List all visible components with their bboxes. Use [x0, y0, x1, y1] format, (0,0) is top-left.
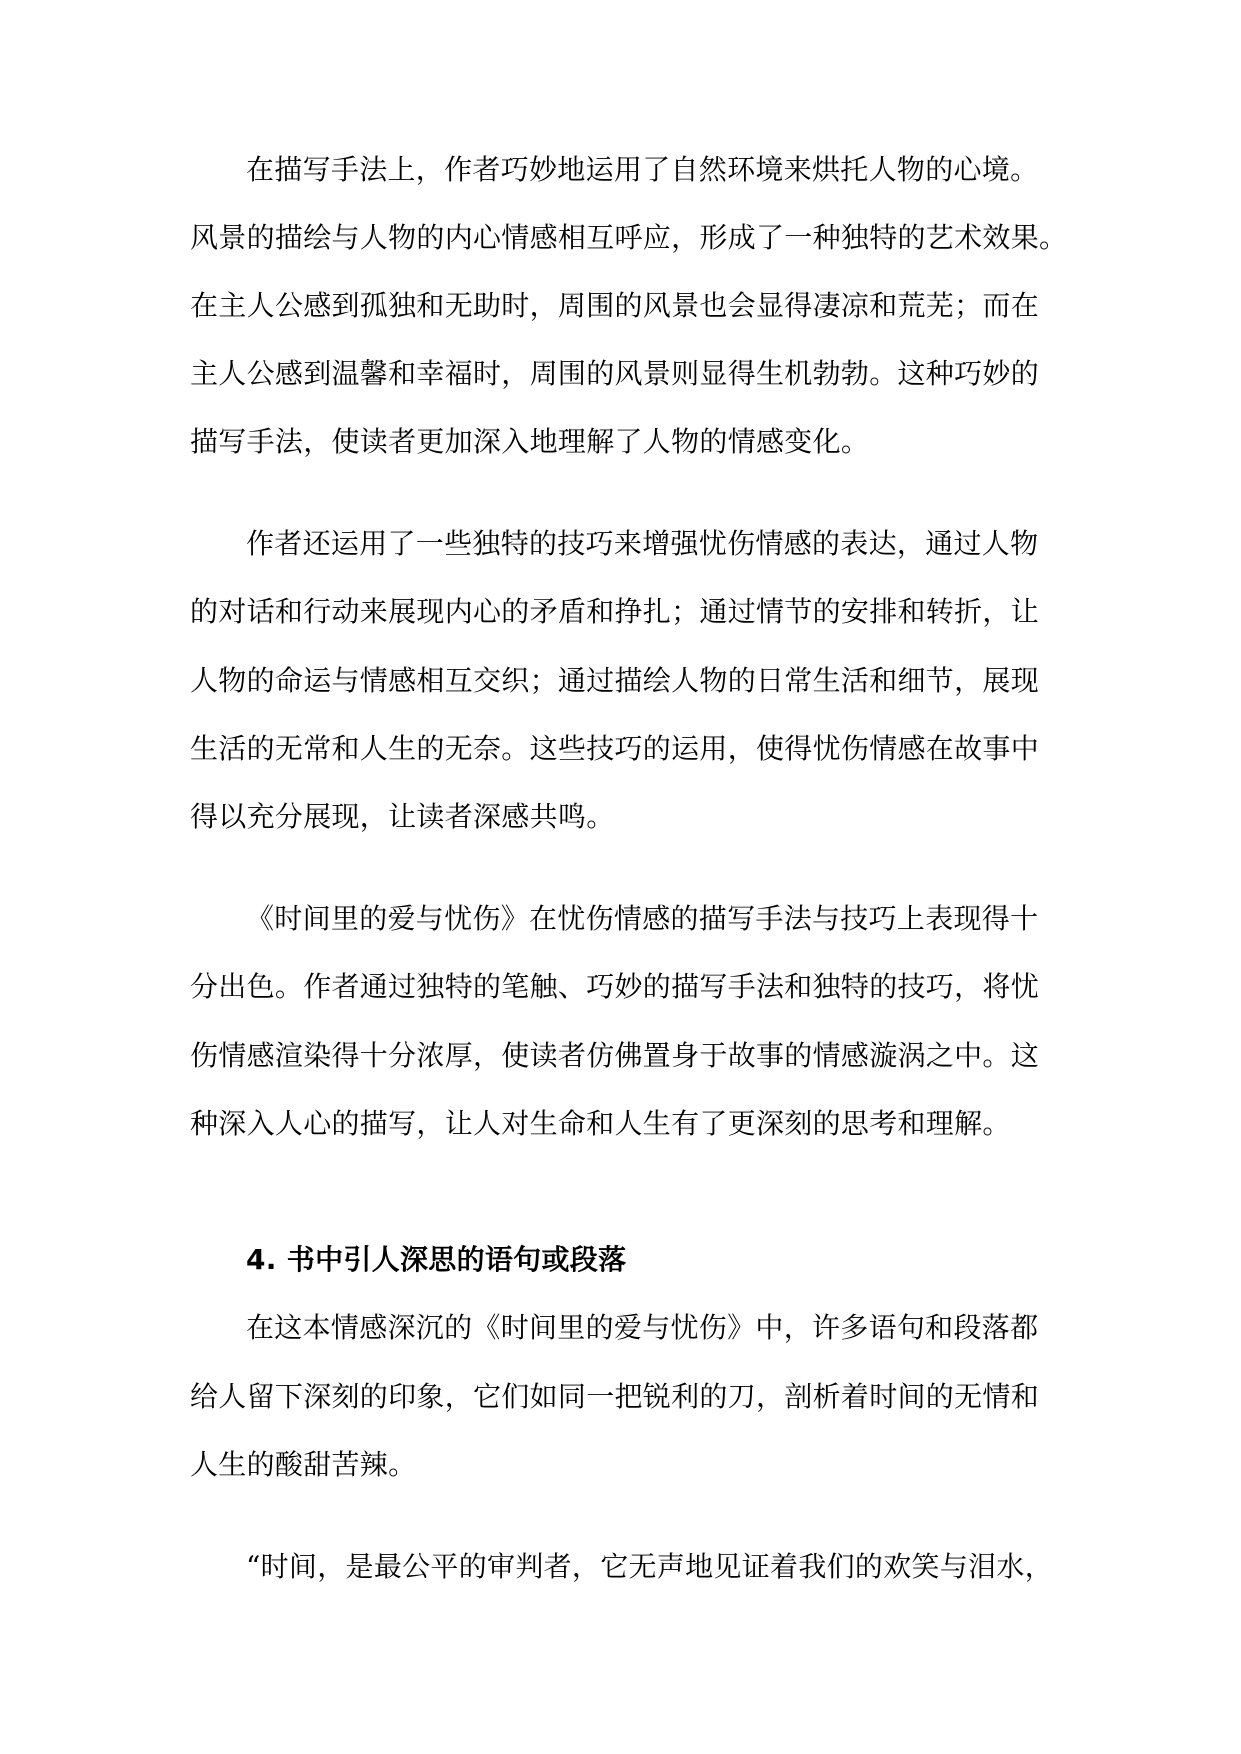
text-line: 在主人公感到孤独和无助时，周围的风景也会显得凄凉和荒芜；而在 — [190, 289, 1040, 322]
text-line: 人生的酸甜苦辣。 — [190, 1448, 417, 1481]
text-line: 在这本情感深沉的《时间里的爱与忧伤》中，许多语句和段落都 — [246, 1311, 1039, 1344]
text-line: 《时间里的爱与忧伤》在忧伤情感的描写手法与技巧上表现得十 — [246, 902, 1039, 935]
text-line: 生活的无常和人生的无奈。这些技巧的运用，使得忧伤情感在故事中 — [190, 732, 1040, 765]
text-line: 人物的命运与情感相互交织；通过描绘人物的日常生活和细节，展现 — [190, 664, 1040, 697]
text-line: 分出色。作者通过独特的笔触、巧妙的描写手法和独特的技巧，将忧 — [190, 970, 1040, 1003]
text-line: 种深入人心的描写，让人对生命和人生有了更深刻的思考和理解。 — [190, 1107, 1011, 1140]
text-line: 描写手法，使读者更加深入地理解了人物的情感变化。 — [190, 425, 870, 458]
text-line: 得以充分展现，让读者深感共鸣。 — [190, 800, 615, 833]
text-line: 风景的描绘与人物的内心情感相互呼应，形成了一种独特的艺术效果。 — [190, 221, 1068, 254]
text-line: “时间，是最公平的审判者，它无声地见证着我们的欢笑与泪水， — [246, 1550, 1054, 1583]
text-line: 作者还运用了一些独特的技巧来增强忧伤情感的表达，通过人物 — [246, 527, 1039, 560]
section-heading: 4. 书中引人深思的语句或段落 — [246, 1243, 627, 1276]
text-line: 的对话和行动来展现内心的矛盾和挣扎；通过情节的安排和转折，让 — [190, 595, 1040, 628]
text-line: 主人公感到温馨和幸福时，周围的风景则显得生机勃勃。这种巧妙的 — [190, 357, 1040, 390]
text-line: 在描写手法上，作者巧妙地运用了自然环境来烘托人物的心境。 — [246, 153, 1039, 186]
text-line: 给人留下深刻的印象，它们如同一把锐利的刀，剖析着时间的无情和 — [190, 1380, 1040, 1413]
text-line: 伤情感渲染得十分浓厚，使读者仿佛置身于故事的情感漩涡之中。这 — [190, 1039, 1040, 1072]
